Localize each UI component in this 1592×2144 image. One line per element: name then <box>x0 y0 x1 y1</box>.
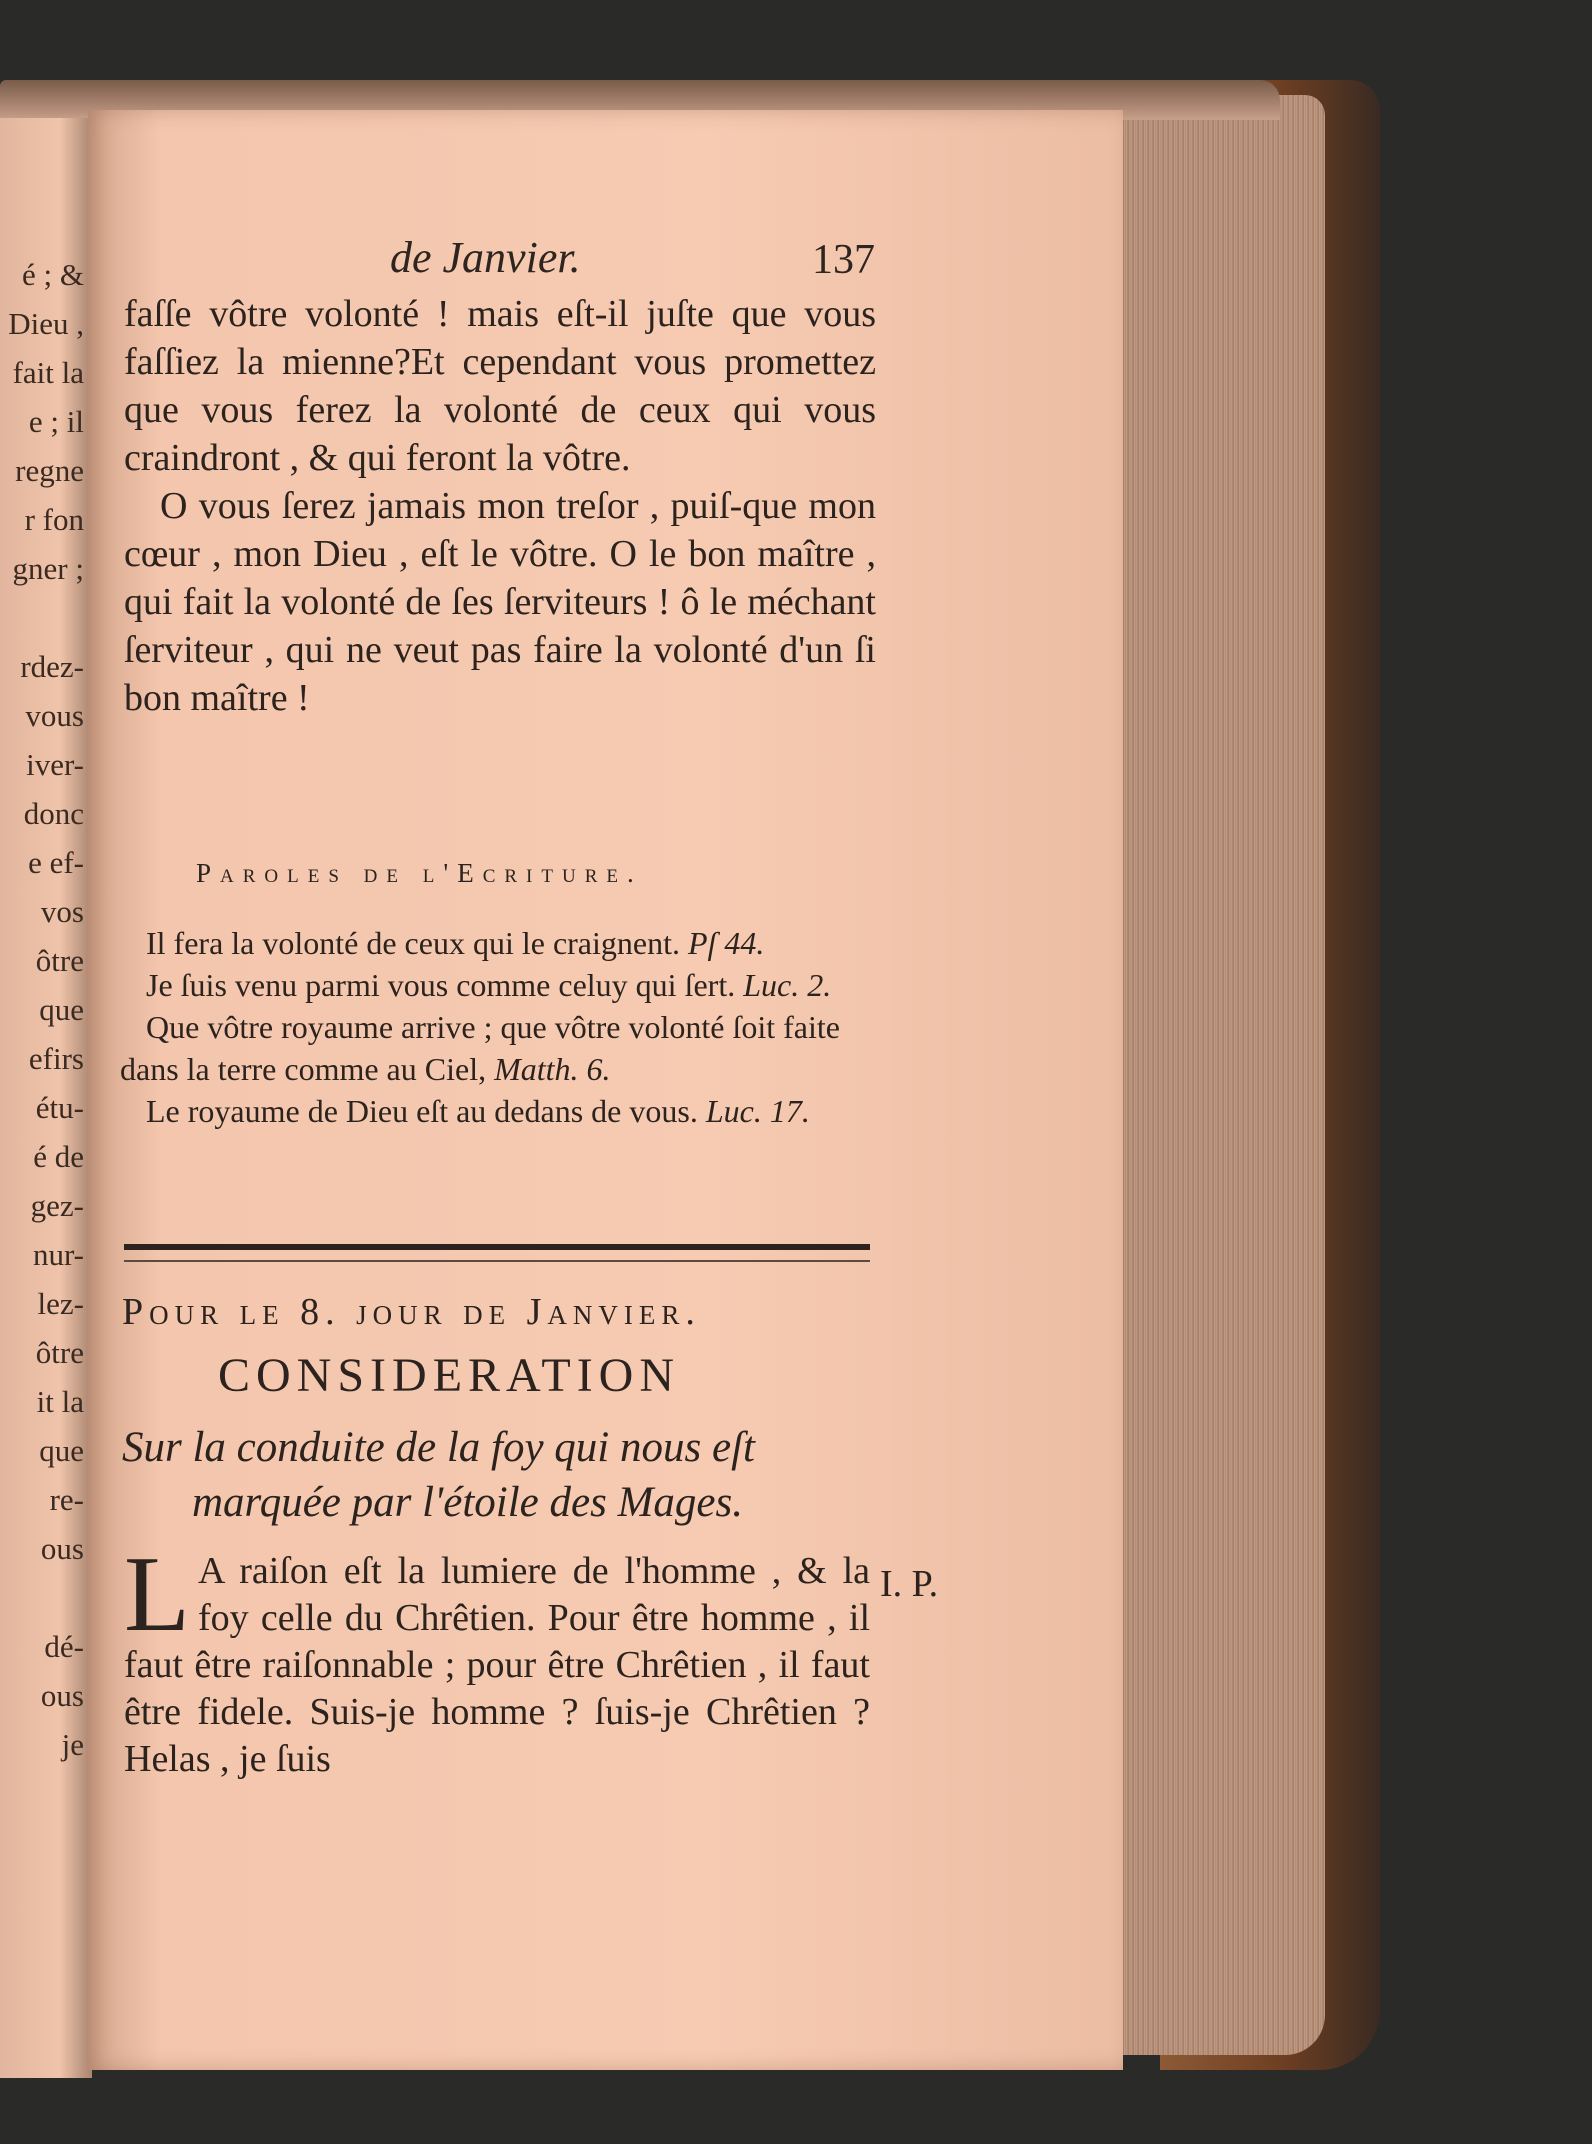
left-fragment: ous <box>40 1531 84 1566</box>
left-fragment: re- <box>49 1482 84 1517</box>
left-fragment: vos <box>40 894 84 929</box>
left-fragment: dé- <box>44 1629 84 1664</box>
page-number: 137 <box>812 237 875 283</box>
left-fragment: ôtre <box>35 1335 84 1370</box>
left-fragment: que <box>39 992 84 1027</box>
scripture-quote <box>120 1006 872 1090</box>
body-text-top <box>124 290 876 722</box>
left-fragment: e ef- <box>28 845 84 880</box>
page-fore-edge <box>1110 95 1325 2055</box>
paragraph: O vous ſerez jamais mon treſor , puiſ-que mon cœur , mon Dieu , eſt le vôtre. O le bon maître , qui fait la volonté de ſes ſerviteurs ! ô le méchant ſerviteur , qui ne veut pas faire la volonté d'un ſi bon maître ! <box>124 485 876 719</box>
body-text-bottom <box>124 1535 870 1783</box>
quote-reference: Pſ 44. <box>687 925 765 961</box>
left-fragment: gner ; <box>12 551 84 586</box>
left-fragment: que <box>39 1433 84 1468</box>
left-fragment: Dieu , <box>8 306 84 341</box>
left-fragment: lez- <box>37 1286 84 1321</box>
quote-reference: Matth. 6. <box>494 1051 611 1087</box>
subtitle-line: Sur la conduite de la foy qui nous eſt <box>122 1424 755 1471</box>
section-title: CONSIDERATION <box>218 1349 680 1402</box>
left-fragment: ous <box>40 1678 84 1713</box>
left-fragment: e ; il <box>28 404 84 439</box>
quote-text: Que vôtre royaume arrive ; que vôtre volonté ſoit faite dans la terre comme au Ciel, <box>120 1009 840 1087</box>
scripture-quote <box>120 1090 872 1132</box>
quote-reference: Luc. 2. <box>743 967 832 1003</box>
section-subtitle <box>122 1420 882 1530</box>
left-fragment: rdez- <box>20 649 84 684</box>
left-fragment: je <box>61 1727 84 1762</box>
paragraph-text: A raiſon eſt la lumiere de l'homme , & la foy celle du Chrêtien. Pour être homme , il faut être raiſonnable ; pour être Chrêtien , il faut être fidele. Suis-je homme ? ſuis-je Chrêtien ? Helas , je ſuis <box>124 1550 870 1780</box>
quote-text: Le royaume de Dieu eſt au dedans de vous. <box>146 1093 698 1129</box>
margin-note: I. P. <box>880 1563 939 1605</box>
scripture-quotes <box>120 922 872 1132</box>
left-fragment: it la <box>36 1384 84 1419</box>
left-fragment: fait la <box>12 355 84 390</box>
left-fragment: iver- <box>26 747 84 782</box>
left-fragment: r fon <box>24 502 84 537</box>
left-fragment <box>0 1573 84 1622</box>
left-page-fragments <box>0 250 84 1769</box>
left-fragment: étu- <box>35 1090 84 1125</box>
left-fragment: vous <box>25 698 84 733</box>
subtitle-line: marquée par l'étoile des Mages. <box>192 1479 743 1526</box>
left-fragment: é de <box>33 1139 84 1174</box>
left-fragment: regne <box>15 453 84 488</box>
left-fragment: gez- <box>30 1188 84 1223</box>
divider-rule <box>124 1244 870 1262</box>
quote-text: Je ſuis venu parmi vous comme celuy qui ſert. <box>146 967 736 1003</box>
scripture-quote <box>120 922 872 964</box>
left-fragment: efirs <box>28 1041 84 1076</box>
left-fragment <box>0 593 84 642</box>
paragraph: faſſe vôtre volonté ! mais eſt-il juſte que vous faſſiez la mienne?Et cependant vous promettez que vous ferez la volonté de ceux qui vous craindront , & qui feront la vôtre. <box>124 293 876 479</box>
paragraph <box>124 1535 870 1783</box>
left-fragment: nur- <box>32 1237 84 1272</box>
day-heading: Pour le 8. jour de Janvier. <box>122 1291 701 1333</box>
drop-cap: L <box>124 1535 190 1654</box>
left-fragment: é ; & <box>22 257 84 292</box>
scripture-quote <box>120 964 872 1006</box>
scripture-heading: Paroles de l'Ecriture. <box>196 858 643 888</box>
quote-reference: Luc. 17. <box>705 1093 810 1129</box>
left-fragment: ôtre <box>35 943 84 978</box>
running-head: de Janvier. <box>390 233 581 282</box>
left-fragment: donc <box>23 796 84 831</box>
quote-text: Il fera la volonté de ceux qui le craignent. <box>146 925 680 961</box>
